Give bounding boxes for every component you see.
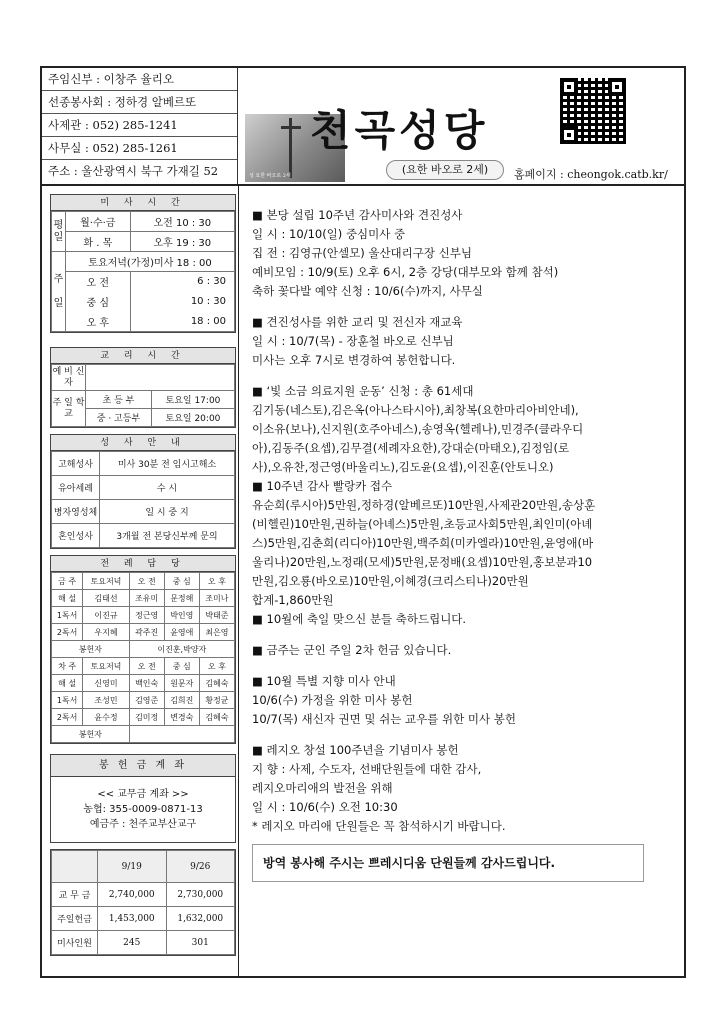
notice-line: 합계-1,860만원 <box>252 593 334 607</box>
table-row: 2독서 윤수정 김미정 변경숙 김혜숙 <box>52 709 235 726</box>
notice-line: 이소유(보나),신지원(호주아네스),송영옥(헬레나),민경주(클라우디 <box>252 422 584 436</box>
bulletin-sheet <box>40 66 686 978</box>
offering-account <box>50 754 236 843</box>
left-column <box>50 194 236 962</box>
photo-caption: 성 요한 바오로 2세 <box>249 173 291 179</box>
notice-heading: ■ ‘빛 소금 의료지원 운동’ 신청 : 총 61세대 <box>252 384 474 398</box>
notice-line: 만원,김오룡(바오로)10만원,이혜경(크리스티나)20만원 <box>252 574 529 588</box>
spacer <box>252 301 680 313</box>
table-row: 1독서 이진규 정근영 박인영 박태준 <box>52 607 235 624</box>
spacer <box>252 729 680 741</box>
parish-title: 천곡성당 <box>310 106 489 155</box>
notice-line: 일 시 : 10/10(일) 중심미사 중 <box>252 227 406 241</box>
parish-subtitle: (요한 바오로 2세) <box>386 160 504 180</box>
table-row: 해 설 김태선 조유미 문정해 조미나 <box>52 590 235 607</box>
pastor-line: 주임신부 : 이창주 율리오 <box>42 68 237 91</box>
column-divider <box>238 186 239 978</box>
notice-heading: ■ 10주년 감사 빨랑카 접수 <box>252 479 393 493</box>
account-number: 농협: 355-0009-0871-13 <box>83 804 203 815</box>
table-row: 봉헌자 <box>52 726 235 743</box>
notice-line: 축하 꽃다발 예약 신청 : 10/6(수)까지, 사무실 <box>252 284 483 298</box>
table-row: 주일헌금 1,453,000 1,632,000 <box>52 907 235 931</box>
mass-times-title: 미 사 시 간 <box>51 195 235 211</box>
mass-days: 화 . 목 <box>66 232 131 252</box>
table-row: 2독서 우지혜 곽주진 윤영애 최은영 <box>52 624 235 641</box>
spacer <box>252 370 680 382</box>
notice-heading: ■ 10월에 축일 맞으신 분들 축하드립니다. <box>252 612 467 626</box>
notice-line: 미사는 오후 7시로 변경하여 봉헌합니다. <box>252 353 456 367</box>
notice-heading: ■ 금주는 군인 주일 2차 헌금 있습니다. <box>252 643 452 657</box>
notice-heading: ■ 본당 설립 10주년 감사미사와 견진성사 <box>252 208 463 222</box>
notice-line: 김기동(네스토),김은옥(아나스타시아),최창복(요한마리아비안네), <box>252 403 579 417</box>
qr-code-icon[interactable] <box>560 78 626 144</box>
table-row: 1독서 조성민 김영준 김희진 황정균 <box>52 692 235 709</box>
sacrament-title: 성 사 안 내 <box>51 435 235 451</box>
final-thanks-note: 방역 봉사해 주시는 쁘레시디움 단원들께 감사드립니다. <box>252 844 644 882</box>
notice-line: (비헬린)10만원,권하늘(아녜스)5만원,초등교사회5만원,최인미(아녜 <box>252 517 593 531</box>
rectory-phone: 사제관 : 052) 285-1241 <box>42 114 237 137</box>
mass-time: 오후 19 : 30 <box>130 232 234 252</box>
notice-line: 예비모임 : 10/9(토) 오후 6시, 2층 강당(대부모와 함께 참석) <box>252 265 559 279</box>
mass-time: 오전 10 : 30 <box>130 212 234 232</box>
liturgy-title: 전 례 담 당 <box>51 556 235 572</box>
table-row: 금 주 토요저녁 오 전 중 심 오 후 <box>52 573 235 590</box>
spacer <box>252 629 680 641</box>
notice-line: 스)5만원,김춘희(리디아)10만원,백주희(미카엘라)10만원,윤영애(바 <box>252 536 594 550</box>
notice-heading: ■ 레지오 창설 100주년을 기념미사 봉헌 <box>252 743 459 757</box>
committee-line: 선종봉사회 : 정하경 알베르또 <box>42 91 237 114</box>
spacer <box>252 660 680 672</box>
liturgy-roster <box>50 555 236 744</box>
sacrament-guide: 성 사 안 내 고해성사 미사 30분 전 임시고해소 유아세례 수 시 병자영성체 일 시 중 지 혼인성사 3개월 전 본당신부께 문의 <box>50 434 236 549</box>
offering-totals <box>50 849 236 956</box>
table-row: 교 무 금 2,740,000 2,730,000 <box>52 883 235 907</box>
notice-line: 아),김동주(요셉),김무결(세례자요한),강대순(마태오),김정임(로 <box>252 441 570 455</box>
notice-line: 사),오유찬,정근영(바울리노),김도윤(요셉),이진훈(안토니오) <box>252 460 554 474</box>
address-line: 주소 : 울산광역시 북구 가재길 52 <box>48 164 219 178</box>
notice-line: 일 시 : 10/6(수) 오전 10:30 <box>252 800 398 814</box>
notice-heading: ■ 견진성사를 위한 교리 및 전신자 재교육 <box>252 315 463 329</box>
notice-line: 유순희(루시아)5만원,정하경(알베르또)10만원,사제관20만원,송상훈 <box>252 498 596 512</box>
notice-line: 집 전 : 김영규(안셀모) 울산대리구장 신부님 <box>252 246 472 260</box>
table-row: 해 설 신영미 백인숙 원문자 김혜숙 <box>52 675 235 692</box>
table-row: 차 주 토요저녁 오 전 중 심 오 후 <box>52 658 235 675</box>
parish-info <box>42 68 238 184</box>
account-holder: 예금주 : 천주교부산교구 <box>89 819 197 830</box>
catechism-times: 교 리 시 간 예 비 신 자 주 일 학 교 초 등 부 토요일 17:00 중 · 고등부 토요일 20:00 <box>50 347 236 428</box>
notice-heading: ■ 10월 특별 지향 미사 안내 <box>252 674 396 688</box>
account-heading: << 교무금 계좌 >> <box>97 789 189 800</box>
notice-list <box>252 206 680 836</box>
notices-column <box>252 206 680 882</box>
table-row: 9/19 9/26 <box>52 851 235 883</box>
saturday-mass: 토요저녁(가정)미사 18 : 00 <box>66 252 235 272</box>
notice-line: 일 시 : 10/7(목) - 장훈철 바오로 신부님 <box>252 334 454 348</box>
notice-line: 10/7(목) 새신자 권면 및 쉬는 교우를 위한 미사 봉헌 <box>252 712 517 726</box>
table-row: 봉헌자 이진훈,박양자 <box>52 641 235 658</box>
mass-days: 월·수·금 <box>66 212 131 232</box>
notice-line: 10/6(수) 가정을 위한 미사 봉헌 <box>252 693 413 707</box>
table-row: 미사인원 245 301 <box>52 931 235 955</box>
account-title: 봉 헌 금 계 좌 <box>51 755 235 777</box>
homepage-link[interactable]: 홈페이지 : cheongok.catb.kr/ <box>514 168 668 181</box>
catechism-title: 교 리 시 간 <box>51 348 235 364</box>
notice-line: 울리나)20만원,노정래(모세)5만원,문정배(요셉)10만원,홍보분과10 <box>252 555 593 569</box>
notice-line: 레지오마리애의 발전을 위해 <box>252 781 393 795</box>
header <box>42 68 684 186</box>
notice-line: * 레지오 마리애 단원들은 꼭 참석하시기 바랍니다. <box>252 819 506 833</box>
mass-times: 미 사 시 간 평 일 월·수·금 오전 10 : 30 화 . 목 오후 19 : 30 주 일 토요저녁(가정)미사 18 : 00 오 전 6 : 30 중 심 10 : 30 오 후 18 : 00 <box>50 194 236 333</box>
notice-line: 지 향 : 사제, 수도자, 선배단원들에 대한 감사, <box>252 762 482 776</box>
office-phone: 사무실 : 052) 285-1261 <box>42 137 237 160</box>
